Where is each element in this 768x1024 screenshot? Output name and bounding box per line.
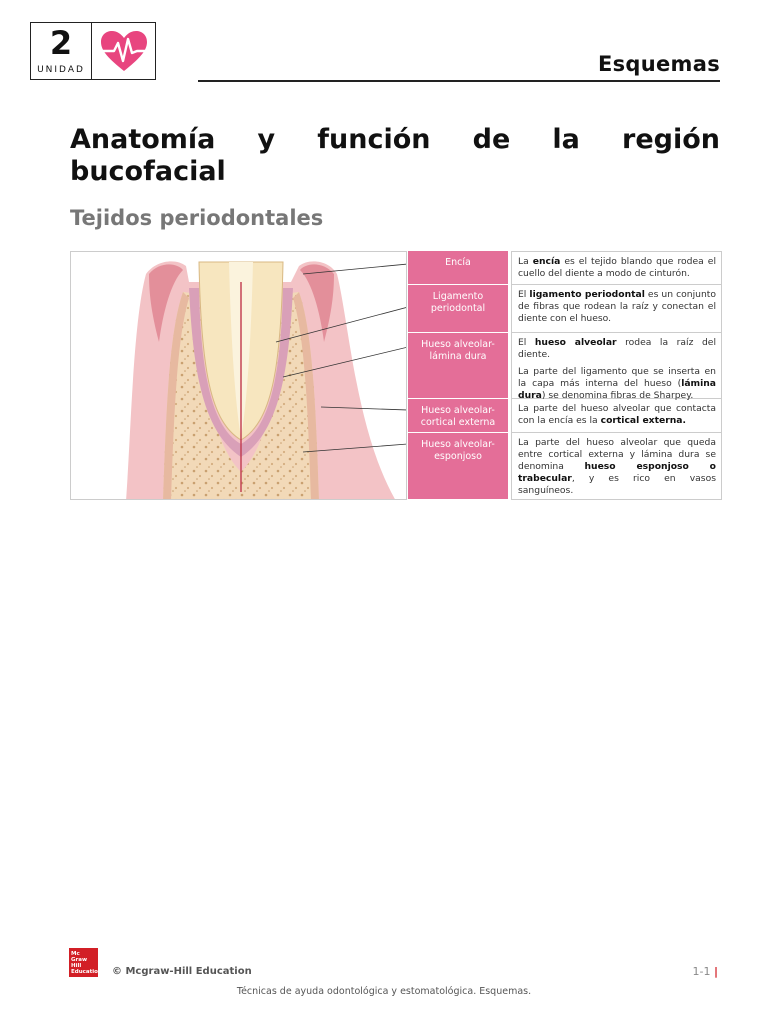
description-cell: La parte del hueso alveolar que contacta con la encía es la cortical externa. [511,399,722,433]
heartbeat-icon [99,29,149,73]
section-label: Esquemas [597,52,720,76]
tooth-diagram-svg [71,252,407,500]
term-cell: Hueso alveolar-cortical externa [408,399,508,433]
term-cell: Ligamento periodontal [408,285,508,333]
description-cell: El ligamento periodontal es un conjunto de fibras que rodean la raíz y conectan el diente con el hueso. [511,285,722,333]
page-number [693,965,719,978]
table-row [408,285,722,333]
description-cell: La encía es el tejido blando que rodea el cuello del diente a modo de cinturón. [511,251,722,285]
footer-note: Técnicas de ayuda odontológica y estomatológica. Esquemas. [236,986,532,997]
description-cell: El hueso alveolar rodea la raíz del diente. La parte del ligamento que se inserta en la capa más interna del hueso (lámina dura) se denomina fibras de Sharpey. [511,333,722,399]
table-row [408,433,722,500]
table-row [408,333,722,399]
unit-number: 2 [49,24,73,62]
page-subtitle: Tejidos periodontales [70,206,324,230]
term-cell: Encía [408,251,508,285]
page-number-value: 1-1 [692,965,711,978]
table-row [408,251,722,285]
copyright-text: © Mcgraw-Hill Education [112,966,252,977]
table-row [408,399,722,433]
mcgraw-hill-logo: Mc Graw Hill Education [69,948,98,977]
description-cell: La parte del hueso alveolar que queda entre cortical externa y lámina dura se denomina hueso esponjoso o trabecular, y es rico en vasos sanguíneos. [511,433,722,500]
unit-label: UNIDAD [37,65,85,75]
tooth-cross-section-illustration [70,251,407,500]
page-number-bar: | [713,965,718,978]
periodontal-table [408,251,722,500]
periodontal-figure [70,251,722,500]
header-rule [198,80,720,82]
term-cell: Hueso alveolar-esponjoso [408,433,508,500]
heart-badge [92,22,156,80]
unit-badge [30,22,92,80]
page-title: Anatomía y función de la región bucofacial [70,124,720,187]
term-cell: Hueso alveolar-lámina dura [408,333,508,399]
